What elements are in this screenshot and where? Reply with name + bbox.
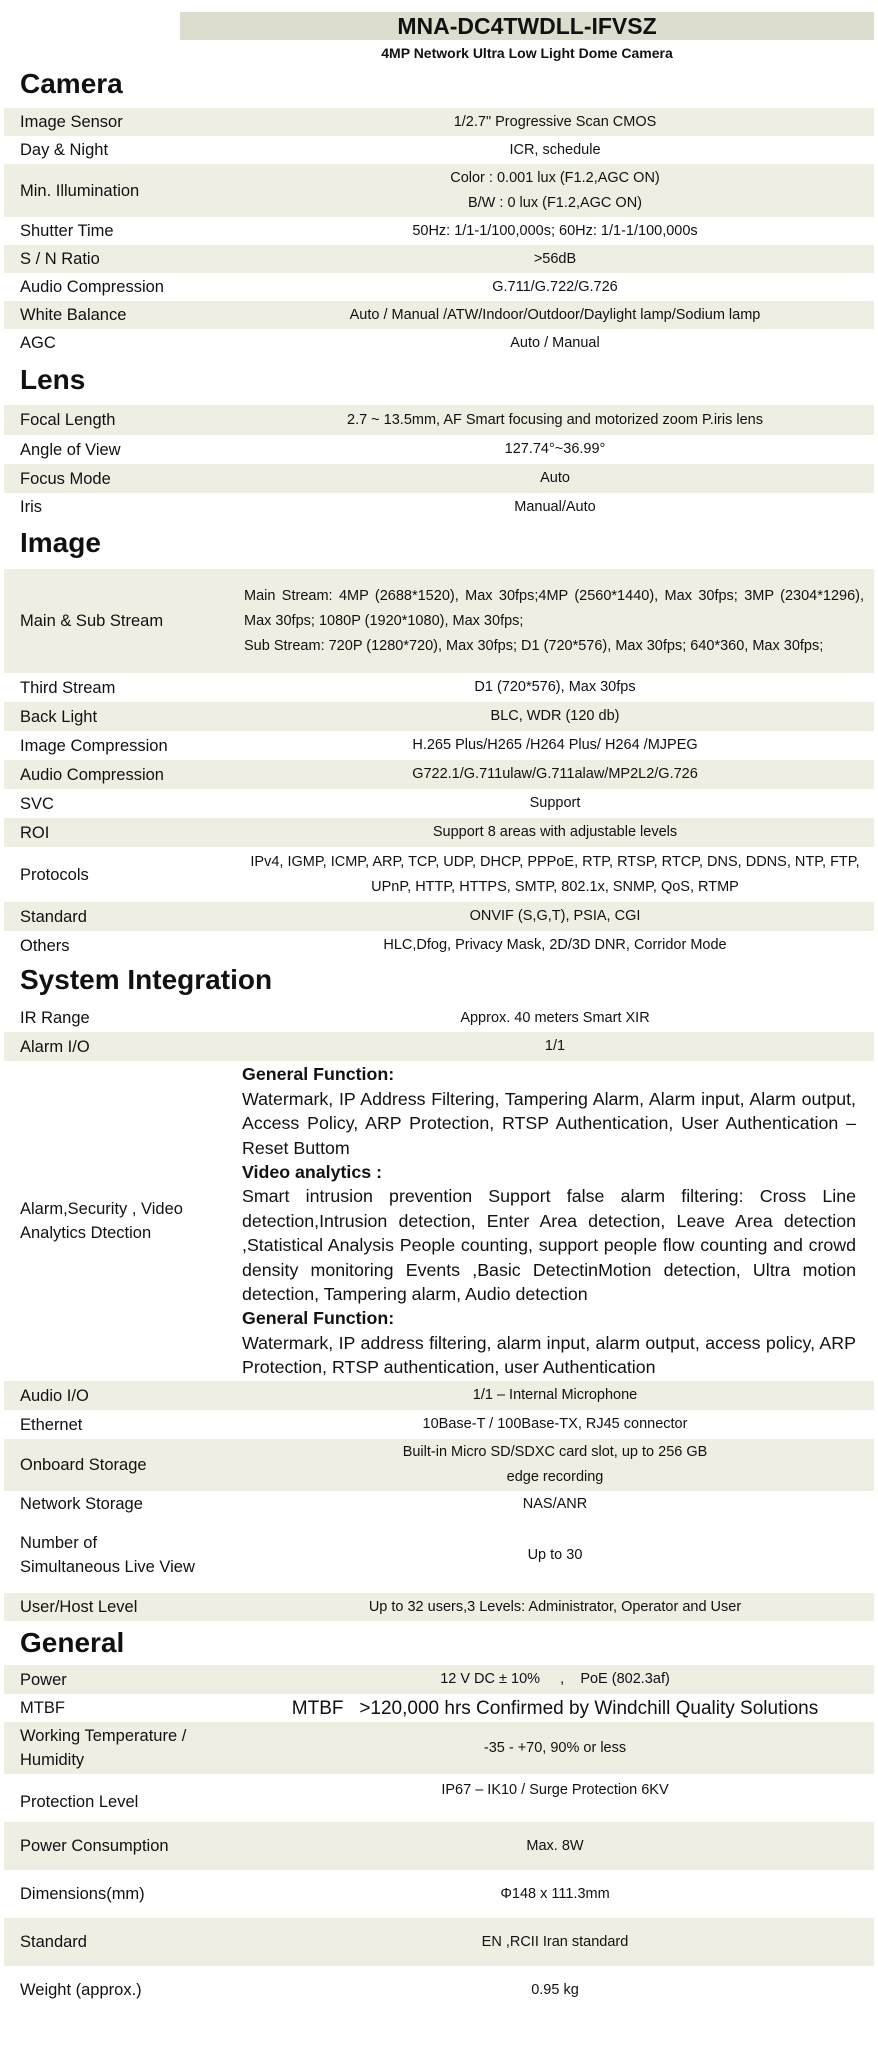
spec-label: Audio Compression	[20, 765, 164, 784]
spec-value-line: B/W : 0 lux (F1.2,AGC ON)	[467, 194, 643, 211]
spec-label: Focus Mode	[20, 469, 111, 488]
analytics-heading: General Function:	[242, 1064, 395, 1085]
analytics-heading: Video analytics :	[242, 1161, 383, 1182]
spec-label: Main & Sub Stream	[20, 612, 164, 630]
spec-row	[4, 1694, 874, 1722]
spec-value: Support 8 areas with adjustable levels	[432, 824, 678, 840]
spec-value: Max. 8W	[526, 1837, 584, 1854]
spec-label: Dimensions(mm)	[20, 1885, 145, 1903]
spec-row	[4, 136, 874, 164]
spec-label: Network Storage	[20, 1495, 143, 1513]
spec-row	[4, 673, 874, 702]
spec-label: Back Light	[20, 707, 98, 726]
spec-row	[4, 1918, 874, 1966]
spec-row	[4, 702, 874, 731]
spec-row	[4, 164, 874, 217]
spec-value-line: Built-in Micro SD/SDXC card slot, up to 256 GB	[402, 1444, 708, 1460]
spec-label: Power Consumption	[20, 1837, 169, 1855]
spec-value: 2.7 ~ 13.5mm, AF Smart focusing and motorized zoom P.iris lens	[347, 411, 763, 428]
section-general-title: General	[20, 1627, 125, 1658]
spec-label: MTBF	[20, 1699, 65, 1717]
analytics-text: Watermark, IP address filtering, alarm input, alarm output, access policy, ARP Protection, RTSP authentication, user Authentication	[242, 1332, 856, 1378]
spec-value: BLC, WDR (120 db)	[490, 708, 620, 724]
spec-row	[4, 931, 874, 960]
spec-value: G.711/G.722/G.726	[492, 278, 618, 295]
spec-row	[4, 1870, 874, 1918]
spec-row	[4, 1491, 874, 1517]
spec-label: Ethernet	[20, 1415, 83, 1434]
spec-value: 12 V DC ± 10% , PoE (802.3af)	[440, 1671, 670, 1687]
spec-label: Image Compression	[20, 736, 168, 755]
spec-label: Angle of View	[20, 440, 121, 459]
spec-value: ICR, schedule	[509, 141, 601, 158]
model-title: MNA-DC4TWDLL-IFVSZ	[180, 12, 874, 40]
section-image-title: Image	[20, 527, 101, 558]
spec-row	[4, 1032, 874, 1061]
spec-row	[4, 464, 874, 493]
spec-row	[4, 1774, 874, 1822]
spec-row	[4, 108, 874, 136]
spec-value: ONVIF (S,G,T), PSIA, CGI	[469, 908, 641, 924]
spec-value: Auto	[540, 470, 570, 486]
spec-value: 127.74°~36.99°	[504, 441, 606, 457]
spec-row	[4, 435, 874, 464]
spec-value	[236, 1440, 874, 1490]
spec-row	[4, 1822, 874, 1870]
spec-label: Day & Night	[20, 141, 109, 159]
spec-row	[4, 1004, 874, 1032]
spec-value: IPv4, IGMP, ICMP, ARP, TCP, UDP, DHCP, PPPoE, RTP, RTSP, RTCP, DNS, DDNS, NTP, FTP, UPnP, HTTP, HTTPS, SMTP, 802.1x, SNMP, QoS, RTMP	[250, 853, 860, 895]
spec-value: 0.95 kg	[531, 1981, 579, 1998]
spec-value: 10Base-T / 100Base-TX, RJ45 connector	[422, 1416, 688, 1432]
spec-label: Alarm,Security , Video Analytics Dtection	[20, 1200, 183, 1242]
spec-label: Standard	[20, 907, 87, 926]
spec-value-line: edge recording	[506, 1469, 604, 1485]
spec-row	[4, 731, 874, 760]
spec-label: Iris	[20, 498, 42, 516]
spec-row	[4, 1517, 874, 1593]
spec-label: Shutter Time	[20, 222, 114, 240]
spec-label: IR Range	[20, 1009, 90, 1027]
spec-value: NAS/ANR	[522, 1495, 588, 1512]
spec-label: User/Host Level	[20, 1598, 138, 1616]
spec-row	[4, 847, 874, 902]
spec-value: 1/2.7" Progressive Scan CMOS	[453, 113, 657, 130]
spec-row	[4, 789, 874, 818]
spec-row	[4, 1439, 874, 1491]
spec-value: 1/1 – Internal Microphone	[472, 1387, 638, 1403]
spec-label: Alarm I/O	[20, 1037, 90, 1056]
spec-label: ROI	[20, 823, 50, 842]
spec-value: Up to 30	[527, 1546, 583, 1563]
spec-row	[4, 569, 874, 673]
spec-row	[4, 405, 874, 435]
spec-value: Φ148 x 111.3mm	[500, 1885, 610, 1902]
spec-value: Manual/Auto	[514, 498, 596, 515]
spec-value	[236, 166, 874, 216]
section-system-title: System Integration	[20, 964, 273, 995]
spec-row	[4, 273, 874, 301]
product-subtitle: 4MP Network Ultra Low Light Dome Camera	[381, 45, 673, 61]
spec-sheet	[4, 12, 874, 2014]
spec-value: H.265 Plus/H265 /H264 Plus/ H264 /MJPEG	[412, 737, 698, 753]
spec-label: Working Temperature / Humidity	[20, 1727, 187, 1769]
spec-row	[4, 493, 874, 521]
spec-label: Image Sensor	[20, 113, 123, 131]
spec-value: 50Hz: 1/1-1/100,000s; 60Hz: 1/1-1/100,000s	[412, 222, 698, 239]
spec-value: -35 - +70, 90% or less	[483, 1739, 627, 1756]
spec-value: Support	[529, 795, 581, 811]
spec-row	[4, 1593, 874, 1621]
spec-label: SVC	[20, 794, 54, 813]
spec-value: Auto / Manual /ATW/Indoor/Outdoor/Daylight lamp/Sodium lamp	[349, 306, 761, 323]
spec-row	[4, 1722, 874, 1774]
spec-label: Power	[20, 1670, 67, 1689]
spec-value-line: Sub Stream: 720P (1280*720), Max 30fps; D1 (720*576), Max 30fps; 640*360, Max 30fps;	[244, 637, 824, 654]
analytics-heading: General Function:	[242, 1308, 395, 1329]
spec-label: AGC	[20, 334, 56, 352]
spec-row	[4, 1665, 874, 1694]
analytics-description	[236, 1062, 874, 1379]
spec-row	[4, 301, 874, 329]
spec-label: Onboard Storage	[20, 1456, 147, 1474]
section-camera-title: Camera	[20, 68, 123, 99]
spec-value: Approx. 40 meters Smart XIR	[460, 1009, 650, 1026]
spec-label: Protocols	[20, 865, 89, 884]
spec-label: Weight (approx.)	[20, 1981, 142, 1999]
spec-value-line: Color : 0.001 lux (F1.2,AGC ON)	[450, 169, 660, 186]
spec-label: S / N Ratio	[20, 250, 100, 268]
section-lens-title: Lens	[20, 364, 86, 395]
analytics-text: Smart intrusion prevention Support false alarm filtering: Cross Line detection,Intrusion detection, Enter Area detection, Leave Area detection ,Statistical Analysis People counting, support people flow counting and crowd density monitoring Events ,Basic DetectinMotion detection, Ultra motion detection, Tampering alarm, Audio detection	[242, 1186, 856, 1305]
spec-value: HLC,Dfog, Privacy Mask, 2D/3D DNR, Corridor Mode	[383, 937, 727, 953]
spec-row	[4, 1966, 874, 2014]
spec-value: Up to 32 users,3 Levels: Administrator, Operator and User	[368, 1598, 742, 1615]
spec-value: IP67 – IK10 / Surge Protection 6KV	[441, 1782, 669, 1798]
spec-label: Others	[20, 936, 70, 955]
spec-value: D1 (720*576), Max 30fps	[474, 679, 636, 695]
spec-label: Standard	[20, 1933, 87, 1951]
spec-label: Audio Compression	[20, 278, 164, 296]
spec-value: MTBF >120,000 hrs Confirmed by Windchill Quality Solutions	[291, 1697, 819, 1719]
spec-row	[4, 217, 874, 245]
spec-row	[4, 1410, 874, 1439]
spec-row	[4, 1061, 874, 1381]
spec-label: Number of Simultaneous Live View	[20, 1534, 195, 1576]
spec-row	[4, 760, 874, 789]
spec-label: Min. Illumination	[20, 181, 140, 200]
spec-label: Third Stream	[20, 678, 116, 697]
spec-value: 1/1	[544, 1038, 566, 1054]
spec-value: G722.1/G.711ulaw/G.711alaw/MP2L2/G.726	[412, 766, 698, 782]
spec-label: Audio I/O	[20, 1386, 89, 1405]
spec-label: Protection Level	[20, 1793, 139, 1811]
spec-row	[4, 818, 874, 847]
spec-value	[236, 584, 874, 659]
spec-value: EN ,RCII Iran standard	[481, 1933, 629, 1950]
spec-label: Focal Length	[20, 411, 116, 429]
analytics-text: Watermark, IP Address Filtering, Tampering Alarm, Alarm input, Alarm output, Access Policy, ARP Protection, RTSP Authentication, User Authentication – Reset Buttom	[242, 1088, 856, 1158]
spec-row	[4, 329, 874, 357]
spec-value: >56dB	[533, 250, 577, 267]
spec-label: White Balance	[20, 306, 127, 324]
spec-row	[4, 245, 874, 273]
spec-value-line: Main Stream: 4MP (2688*1520), Max 30fps;4MP (2560*1440), Max 30fps; 3MP (2304*1296), Max 30fps; 1080P (1920*1080), Max 30fps;	[244, 587, 864, 629]
spec-row	[4, 1381, 874, 1410]
spec-row	[4, 902, 874, 931]
spec-value: Auto / Manual	[510, 334, 600, 351]
